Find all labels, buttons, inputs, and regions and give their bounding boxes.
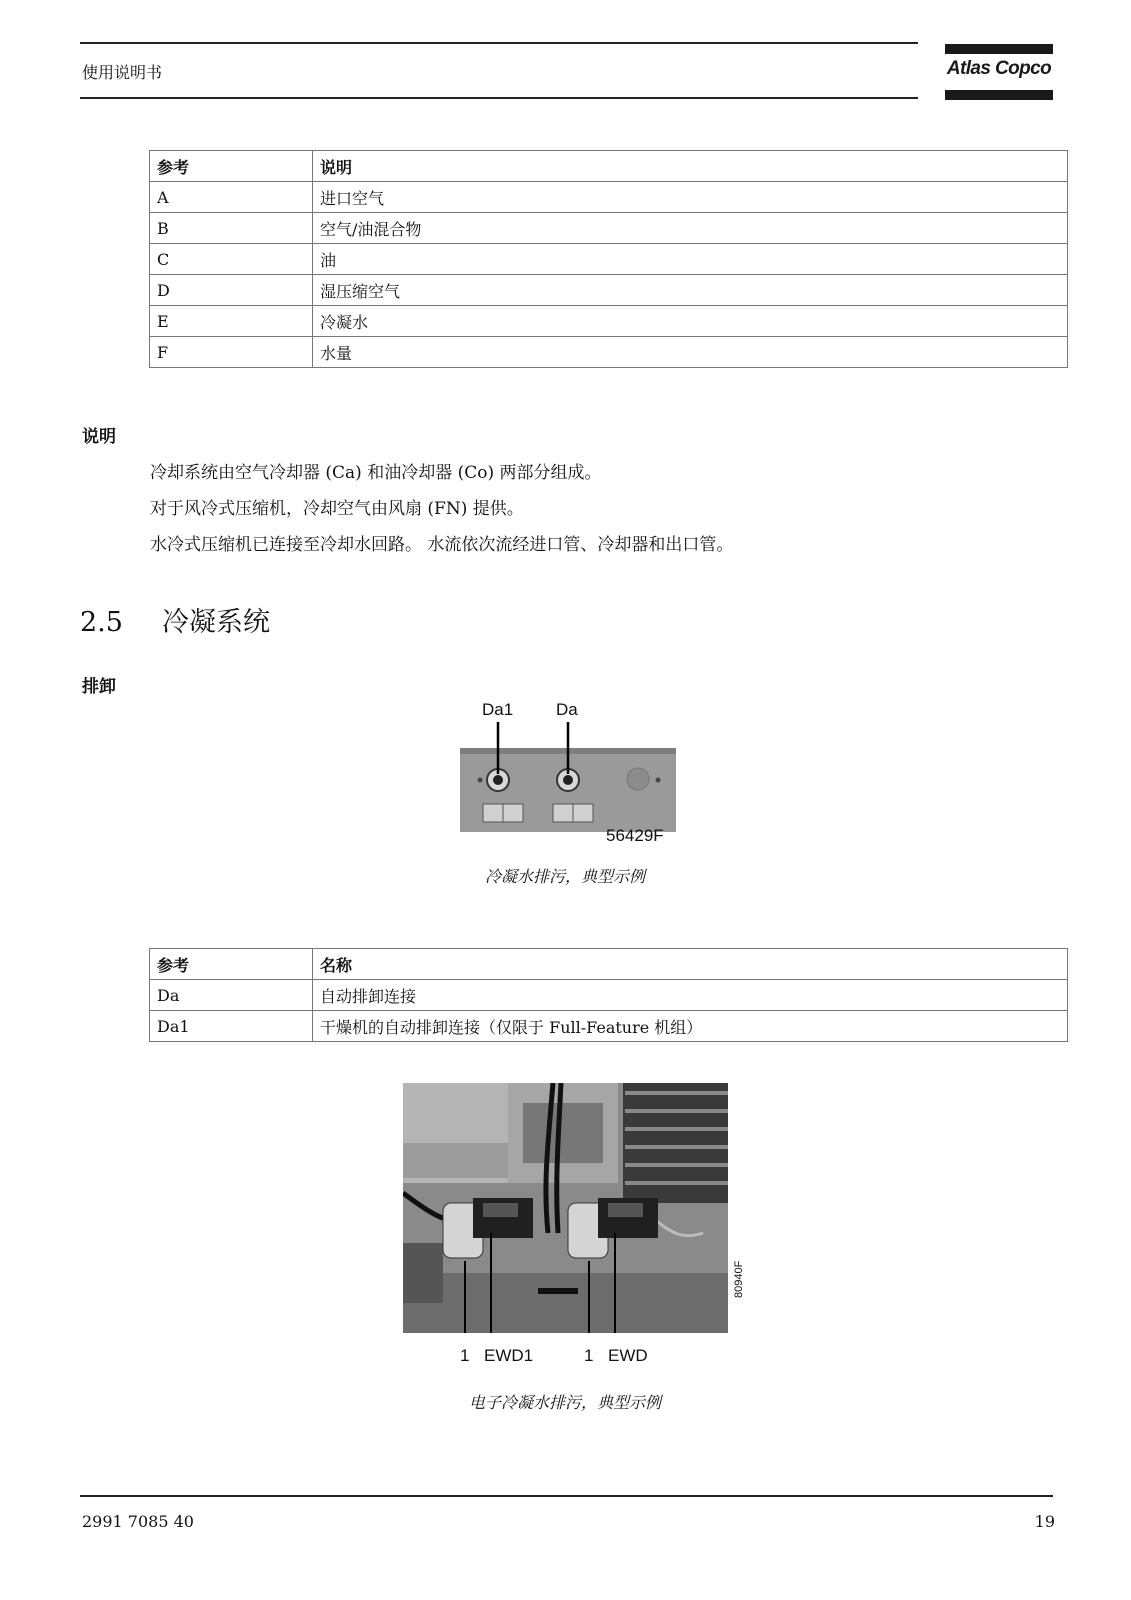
base-plate	[403, 1273, 728, 1333]
table-row	[150, 306, 1068, 337]
reference-table-2	[149, 948, 1068, 1042]
figure-label-ewd: EWD	[608, 1346, 648, 1365]
electronic-drain-photo	[403, 1083, 728, 1333]
drain-label: 排卸	[82, 677, 116, 697]
table-cell: B	[150, 213, 313, 244]
figure-label-1a: 1	[460, 1346, 470, 1365]
table-cell: 自动排卸连接	[313, 980, 1068, 1011]
column-header-name: 名称	[313, 949, 1068, 980]
figure-label-1b: 1	[584, 1346, 594, 1365]
table-cell: 进口空气	[313, 182, 1068, 213]
table-row	[150, 275, 1068, 306]
table-cell: 湿压缩空气	[313, 275, 1068, 306]
document-title: 使用说明书	[82, 63, 163, 82]
table-row	[150, 182, 1068, 213]
figure-caption-1: 冷凝水排污，典型示例	[484, 867, 645, 886]
table-row	[150, 1011, 1068, 1042]
figure-label-da1: Da1	[482, 700, 514, 719]
header-bottom-rule	[80, 97, 918, 99]
logo-bottom-bar	[945, 90, 1053, 100]
description-line-3: 水冷式压缩机已连接至冷却水回路。 水流依次流经进口管、冷却器和出口管。	[150, 535, 734, 555]
figure-code-1: 56429F	[606, 826, 664, 845]
table-cell: 水量	[313, 337, 1068, 368]
blank-plug	[627, 768, 649, 790]
section-title: 冷凝系统	[162, 607, 270, 638]
table-header-row	[150, 151, 1068, 182]
description-line-1: 冷却系统由空气冷却器 (Ca) 和油冷却器 (Co) 两部分组成。	[150, 463, 602, 483]
page-number: 19	[1034, 1512, 1055, 1531]
table-row	[150, 213, 1068, 244]
table-cell: A	[150, 182, 313, 213]
figure-label-ewd1: EWD1	[484, 1346, 534, 1365]
table-cell: F	[150, 337, 313, 368]
column-header-ref: 参考	[150, 151, 313, 182]
figure-label-da: Da	[556, 700, 578, 719]
table-cell: 油	[313, 244, 1068, 275]
table-cell: 干燥机的自动排卸连接（仅限于 Full-Feature 机组）	[313, 1011, 1068, 1042]
column-header-desc: 说明	[313, 151, 1068, 182]
table-row	[150, 337, 1068, 368]
table-header-row	[150, 949, 1068, 980]
table-cell: Da	[150, 980, 313, 1011]
reference-table-1	[149, 150, 1068, 368]
description-line-2: 对于风冷式压缩机，冷却空气由风扇 (FN) 提供。	[150, 499, 524, 519]
drain-photo-illustration	[403, 1083, 728, 1333]
figure-caption-2: 电子冷凝水排污，典型示例	[468, 1393, 661, 1412]
description-label: 说明	[82, 427, 116, 447]
document-code: 2991 7085 40	[82, 1512, 194, 1531]
figure-code-2: 80940F	[733, 1260, 745, 1298]
logo-top-bar	[945, 44, 1053, 54]
footer-rule	[80, 1495, 1053, 1497]
table-cell: 空气/油混合物	[313, 213, 1068, 244]
table-row	[150, 980, 1068, 1011]
table-cell: C	[150, 244, 313, 275]
column-header-ref: 参考	[150, 949, 313, 980]
section-number: 2.5	[80, 607, 123, 638]
brand-logo-text: Atlas Copco	[946, 58, 1052, 79]
table-cell: Da1	[150, 1011, 313, 1042]
table-cell: 冷凝水	[313, 306, 1068, 337]
table-cell: E	[150, 306, 313, 337]
header-top-rule	[80, 42, 918, 44]
section-heading	[80, 600, 270, 639]
table-cell: D	[150, 275, 313, 306]
table-row	[150, 244, 1068, 275]
